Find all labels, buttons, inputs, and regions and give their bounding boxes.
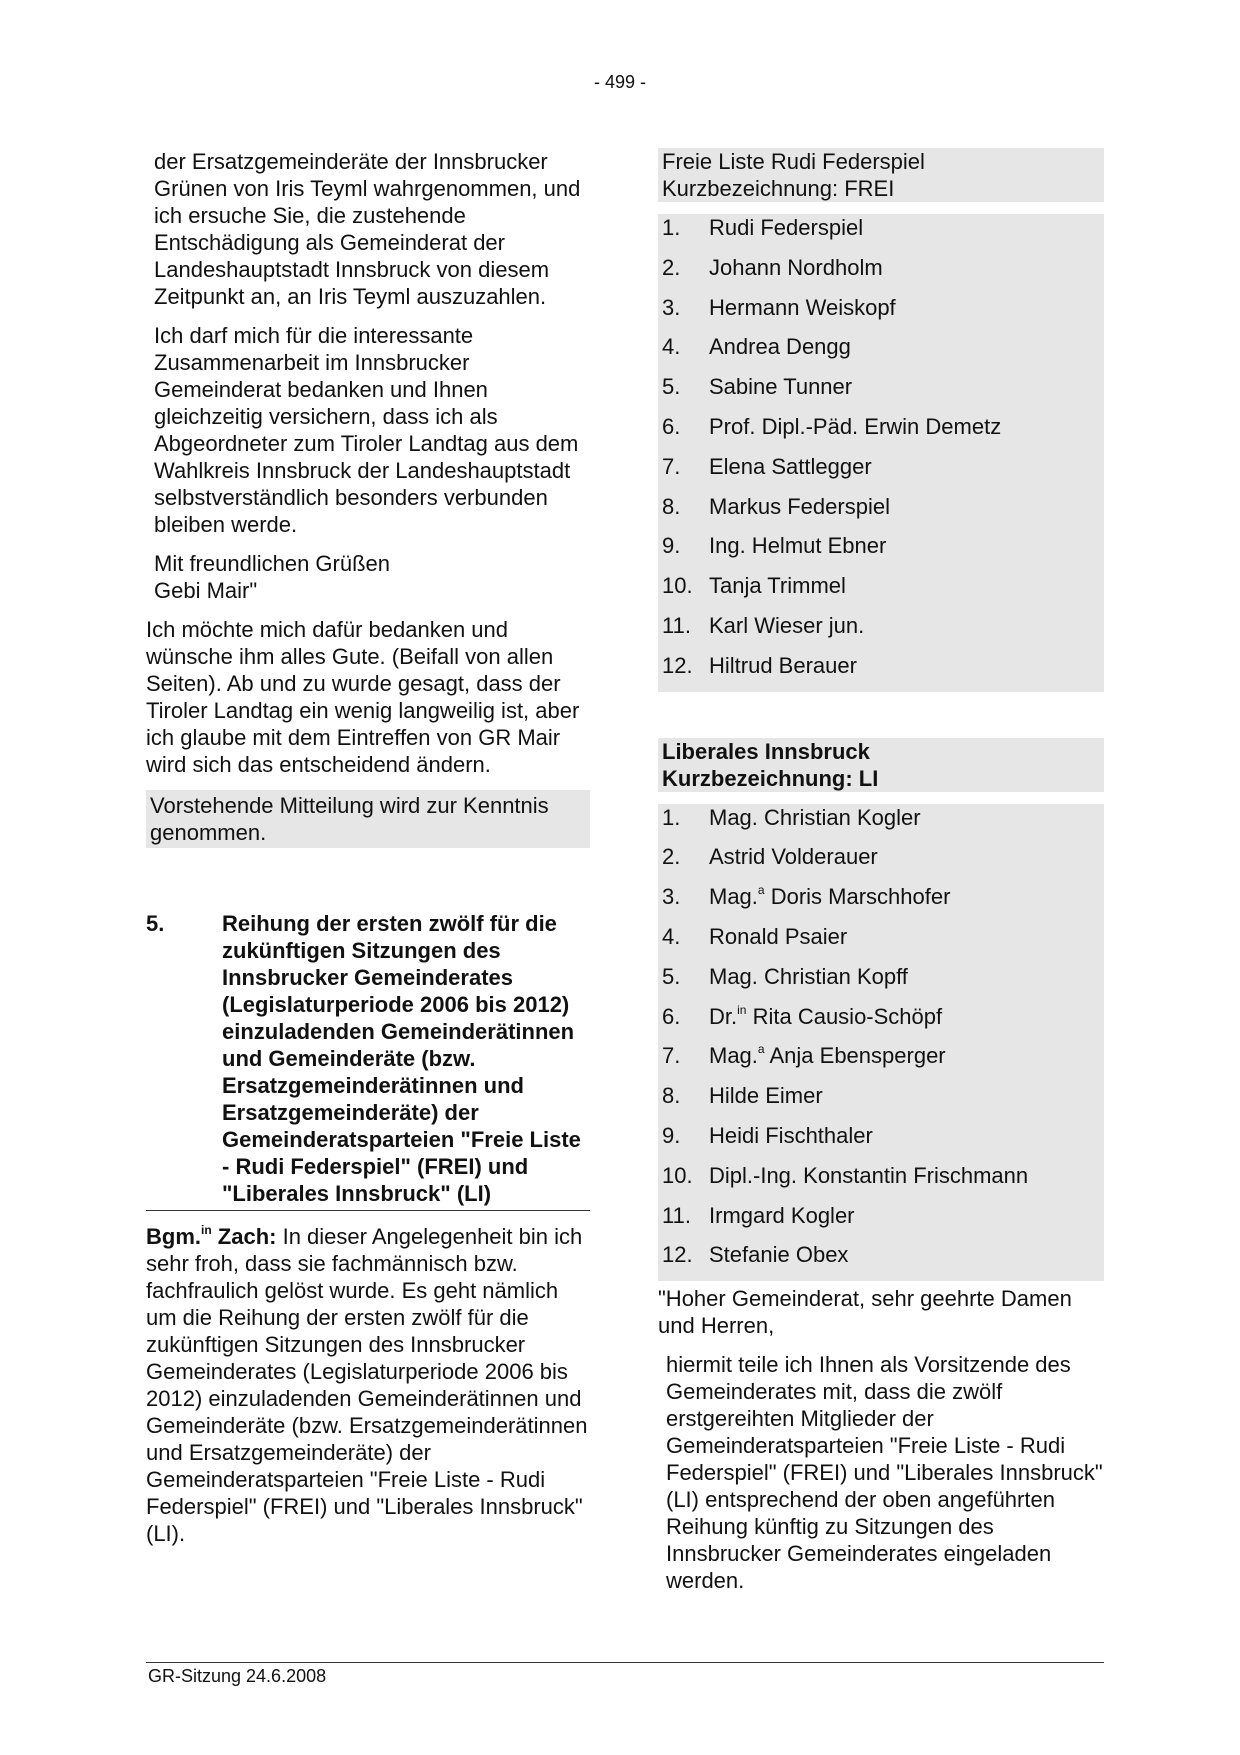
member-name: Ing. Helmut Ebner xyxy=(709,533,887,559)
list-number: 9. xyxy=(662,1122,681,1148)
list-item xyxy=(658,214,1104,254)
letter-paragraph: Ich darf mich für die interessante Zusammenarbeit im Innsbrucker Gemeinderat bedanken und Ihnen gleichzeitig versichern, dass ich als Abgeordneter zum Tiroler Landtag aus dem Wahlkreis Innsbruck der Landeshauptstadt selbstverständlich besonders verbunden bleiben werde. xyxy=(154,323,579,537)
closing-greeting: Mit freundlichen Grüßen xyxy=(154,551,390,576)
member-name: Mag.$^a$ Doris Marschhofer xyxy=(709,883,951,910)
agenda-number: 5. xyxy=(146,911,165,936)
list-number: 9. xyxy=(662,533,681,559)
party-short-name: Kurzbezeichnung: LI xyxy=(662,765,879,791)
member-list-li xyxy=(658,804,1104,1282)
list-item xyxy=(658,1003,1104,1043)
right-column xyxy=(658,148,1104,1594)
member-name: Johann Nordholm xyxy=(709,254,883,280)
list-number: 11. xyxy=(662,1202,691,1228)
letter-paragraph: der Ersatzgemeinderäte der Innsbrucker Grünen von Iris Teyml wahrgenommen, und ich ersuche Sie, die zustehende Entschädigung als Gemeinderat der Landeshauptstadt Innsbruck von diesem Zeitpunkt an, an Iris Teyml auszuzahlen. xyxy=(154,149,581,309)
list-number: 10. xyxy=(662,1162,693,1188)
page-number: - 499 - xyxy=(593,72,647,92)
list-item xyxy=(658,612,1104,652)
list-item xyxy=(658,254,1104,294)
list-number: 5. xyxy=(662,374,681,400)
party-heading-frei xyxy=(658,148,1104,202)
list-number: 12. xyxy=(662,1242,693,1268)
member-name: Mag. Christian Kogler xyxy=(709,804,921,830)
thanks-paragraph: Ich möchte mich dafür bedanken und wünsche ihm alles Gute. (Beifall von allen Seiten). Ab und zu wurde gesagt, dass der Tiroler Landtag ein wenig langweilig ist, aber ich glaube mit dem Eintreffen von GR Mair wird sich das entscheidend ändern. xyxy=(146,617,580,777)
member-name: Karl Wieser jun. xyxy=(709,612,865,638)
party-name: Liberales Innsbruck xyxy=(662,738,870,764)
footer-rule xyxy=(146,1662,1104,1663)
member-name: Tanja Trimmel xyxy=(709,573,846,599)
member-name: Astrid Volderauer xyxy=(709,844,878,870)
member-name: Hermann Weiskopf xyxy=(709,294,896,320)
member-name: Dipl.-Ing. Konstantin Frischmann xyxy=(709,1162,1029,1188)
member-name: Heidi Fischthaler xyxy=(709,1122,873,1148)
letter-body: hiermit teile ich Ihnen als Vorsitzende des Gemeinderates mit, dass die zwölf erstgereihten Mitglieder der Gemeinderatsparteien "Freie Liste - Rudi Federspiel" (FREI) und "Liberales Innsbruck" (LI) entsprechend der oben angeführten Reihung künftig zu Sitzungen des Innsbrucker Gemeinderates eingeladen werden. xyxy=(666,1352,1103,1594)
list-item xyxy=(658,1202,1104,1242)
list-number: 5. xyxy=(662,963,681,989)
agenda-item-heading xyxy=(146,910,590,1211)
list-number: 1. xyxy=(662,215,681,240)
letter-salutation: "Hoher Gemeinderat, sehr geehrte Damen und Herren, xyxy=(658,1286,1072,1339)
list-item xyxy=(658,804,1104,844)
list-number: 6. xyxy=(662,413,681,439)
list-number: 3. xyxy=(662,294,681,320)
list-number: 8. xyxy=(662,1083,681,1109)
member-name: Stefanie Obex xyxy=(709,1242,849,1268)
member-name: Sabine Tunner xyxy=(709,374,853,400)
list-item xyxy=(658,294,1104,334)
list-number: 2. xyxy=(662,844,681,870)
member-name: Prof. Dipl.-Päd. Erwin Demetz xyxy=(709,413,1002,439)
signature: Gebi Mair" xyxy=(154,578,258,603)
list-item xyxy=(658,1042,1104,1082)
list-item xyxy=(658,532,1104,572)
member-name: Markus Federspiel xyxy=(709,493,890,519)
footer-text: GR-Sitzung 24.6.2008 xyxy=(148,1666,327,1686)
list-item xyxy=(658,923,1104,963)
list-item xyxy=(658,493,1104,533)
list-item xyxy=(658,1122,1104,1162)
list-number: 1. xyxy=(662,804,681,830)
left-column xyxy=(146,148,590,1547)
party-heading-li xyxy=(658,738,1104,792)
speech-paragraph: Bgm.$^{in}$ Zach: In dieser Angelegenheit bin ich sehr froh, dass sie fachmännisch bzw. fachfraulich gelöst wurde. Es geht nämlich um die Reihung der ersten zwölf für die zukünftigen Sitzungen des Innsbrucker Gemeinderates (Legislaturperiode 2006 bis 2012) einzuladenden Gemeinderätinnen und Gemeinderäte (bzw. Ersatzgemeinderätinnen und Ersatzgemeinderäte) der Gemeinderatsparteien "Freie Liste - Rudi Federspiel" (FREI) und "Liberales Innsbruck" (LI). xyxy=(146,1223,588,1546)
list-item xyxy=(658,843,1104,883)
list-number: 7. xyxy=(662,1043,681,1069)
list-item xyxy=(658,1082,1104,1122)
list-number: 10. xyxy=(662,573,693,599)
list-item xyxy=(658,413,1104,453)
list-item xyxy=(658,333,1104,373)
party-short-name: Kurzbezeichnung: FREI xyxy=(662,176,895,201)
member-name: Rudi Federspiel xyxy=(709,215,864,240)
list-item xyxy=(658,652,1104,692)
party-name: Freie Liste Rudi Federspiel xyxy=(662,149,925,174)
member-name: Dr.$^{in}$ Rita Causio-Schöpf xyxy=(709,1002,943,1029)
list-number: 3. xyxy=(662,884,681,910)
speaker: Bgm.$^{in}$ Zach: xyxy=(146,1223,277,1249)
list-item xyxy=(658,373,1104,413)
member-list-frei xyxy=(658,214,1104,692)
list-number: 11. xyxy=(662,612,691,638)
list-item xyxy=(658,1162,1104,1202)
member-name: Ronald Psaier xyxy=(709,923,848,949)
list-item xyxy=(658,883,1104,923)
list-item xyxy=(658,572,1104,612)
list-number: 7. xyxy=(662,453,681,479)
list-number: 4. xyxy=(662,334,681,360)
member-name: Irmgard Kogler xyxy=(709,1202,855,1228)
member-name: Mag. Christian Kopff xyxy=(709,963,908,989)
list-item xyxy=(658,1241,1104,1281)
member-name: Hilde Eimer xyxy=(709,1083,823,1109)
member-name: Andrea Dengg xyxy=(709,334,851,360)
agenda-title: Reihung der ersten zwölf für die zukünftigen Sitzungen des Innsbrucker Gemeinderates (Legislaturperiode 2006 bis 2012) einzuladenden Gemeinderätinnen und Gemeinderäte (bzw. Ersatzgemeinderätinnen und Ersatzgemeinderäte) der Gemeinderatsparteien "Freie Liste - Rudi Federspiel" (FREI) und "Liberales Innsbruck" (LI) xyxy=(222,911,581,1206)
member-name: Elena Sattlegger xyxy=(709,453,872,479)
list-number: 4. xyxy=(662,923,681,949)
list-number: 6. xyxy=(662,1003,681,1029)
list-number: 2. xyxy=(662,254,681,280)
list-item xyxy=(658,453,1104,493)
list-item xyxy=(658,963,1104,1003)
member-name: Hiltrud Berauer xyxy=(709,652,857,678)
list-number: 8. xyxy=(662,493,681,519)
notice-box: Vorstehende Mitteilung wird zur Kenntnis genommen. xyxy=(146,790,590,848)
list-number: 12. xyxy=(662,652,693,678)
member-name: Mag.$^a$ Anja Ebensperger xyxy=(709,1042,946,1069)
